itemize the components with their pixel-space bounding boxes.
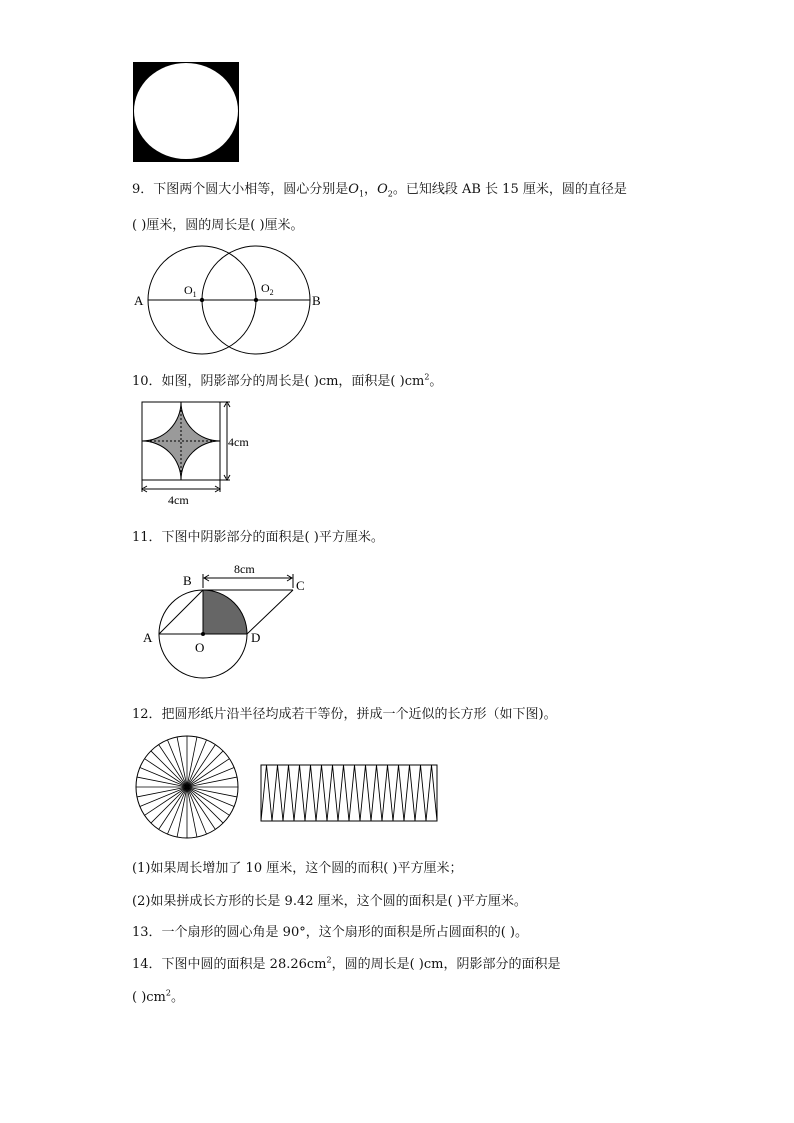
q9-label-a: A <box>134 293 144 308</box>
q13-question: 13．一个扇形的圆心角是 90°，这个扇形的面积是所占圆面积的( )。 <box>132 925 528 940</box>
q11-label-a: A <box>143 630 153 645</box>
q12-subquestion-2: (2)如果拼成长方形的长是 9.42 厘米，这个圆的面积是( )平方厘米。 <box>132 894 527 909</box>
q9-question-line2: ( )厘米，圆的周长是( )厘米。 <box>132 218 304 233</box>
q10-dim-right: 4cm <box>228 435 249 449</box>
q11-label-d: D <box>251 630 261 645</box>
q9-label-o1: O <box>184 283 193 297</box>
q11-dim-top: 8cm <box>234 562 255 576</box>
q9-label-o2-sub: 2 <box>269 288 274 297</box>
q11-label-o: O <box>195 640 205 655</box>
q11-label-c: C <box>296 578 305 593</box>
q11-question: 11．下图中阴影部分的面积是( )平方厘米。 <box>132 530 384 545</box>
q12-figure-zigzag-rectangle <box>259 763 441 823</box>
q14-question-line1: 14．下图中圆的面积是 $28.26cm^2$，圆的周长是( )cm，阴影部分的面积是 <box>132 955 561 972</box>
q9-label-o2: O <box>261 281 270 295</box>
q10-dim-bottom: 4cm <box>168 493 189 506</box>
q12-question: 12．把圆形纸片沿半径均成若干等份，拼成一个近似的长方形（如下图)。 <box>132 707 557 722</box>
q10-figure-square-arcs <box>138 398 262 506</box>
svg-text:O2 <box>261 281 274 297</box>
q12-figure-divided-circle <box>134 734 240 840</box>
svg-text:O1 <box>184 283 197 299</box>
q9-label-b: B <box>312 293 321 308</box>
q11-label-b: B <box>183 573 192 588</box>
q9-figure-two-circles <box>128 244 328 356</box>
q12-subquestion-1: (1)如果周长增加了 10 厘米，这个圆的而积( )平方厘米； <box>132 861 463 876</box>
q14-question-line2: ( )$cm^2$。 <box>132 988 184 1005</box>
q10-question: 10．如图，阴影部分的周长是( )cm，面积是( )$cm^2$。 <box>132 372 443 389</box>
q8-figure-circle-in-square <box>133 62 239 162</box>
q11-figure-circle-parallelogram <box>138 562 318 684</box>
q9-question-line1: 9．下图两个圆大小相等，圆心分别是$O_1$，$O_2$。已知线段 AB 长 15 厘米，圆的直径是 <box>132 182 627 199</box>
q9-label-o1-sub: 1 <box>192 290 197 299</box>
